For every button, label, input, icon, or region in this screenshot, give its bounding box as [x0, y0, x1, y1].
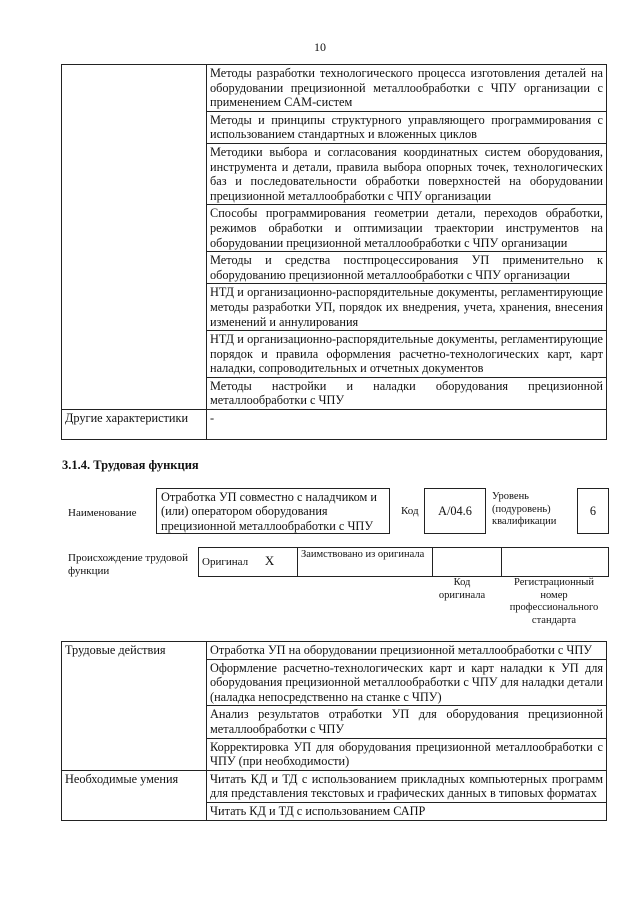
- code-label: Код: [401, 505, 419, 517]
- function-name-box: [156, 488, 390, 534]
- skills-label: Необходимые умения: [62, 770, 207, 820]
- table-row: [62, 642, 607, 660]
- level-value: 6: [589, 503, 597, 518]
- table-row: [62, 65, 607, 112]
- other-characteristics-label: Другие характеристики: [62, 410, 207, 440]
- knowledge-item: НТД и организационно-распорядительные документы, регламентирующие методы разработки УП, порядок их внедрения, учета, хранения, внесения изменений и аннулирования: [207, 284, 607, 331]
- page-number: 10: [314, 40, 326, 54]
- original-mark: X: [264, 553, 275, 569]
- table-row: [62, 770, 607, 802]
- empty-cell: [62, 65, 207, 410]
- original-label: Оригинал: [202, 556, 249, 569]
- section-title: 3.1.4. Трудовая функция: [62, 458, 199, 472]
- original-cell: [199, 548, 298, 577]
- borrowed-label: Заимствовано из оригинала: [301, 549, 425, 560]
- table-row: [62, 410, 607, 440]
- action-item: Анализ результатов отработки УП для оборудования прецизионной металлообработки с ЧПУ: [207, 706, 607, 738]
- origin-label: Происхождение трудовой функции: [68, 552, 189, 577]
- actions-table: [61, 641, 607, 821]
- reg-number-cell: [502, 548, 609, 577]
- reg-number-caption: Регистрационный номер профессионального стандарта: [509, 577, 599, 626]
- skill-item: Читать КД и ТД с использованием прикладных компьютерных программ для представления текстовых и графических данных в типовых форматах: [207, 770, 607, 802]
- knowledge-item: НТД и организационно-распорядительные документы, регламентирующие порядок и правила оформления расчетно-технологических карт, карт наладки, сопроводительных и отчетных документов: [207, 331, 607, 378]
- knowledge-item: Методы разработки технологического процесса изготовления деталей на оборудовании прецизионной металлообработки с ЧПУ организации с применением CAM-систем: [207, 65, 607, 112]
- action-item: Отработка УП на оборудовании прецизионной металлообработки с ЧПУ: [207, 642, 607, 660]
- knowledge-table: [61, 64, 607, 440]
- actions-label: Трудовые действия: [62, 642, 207, 771]
- level-box: [577, 488, 609, 534]
- code-value: A/04.6: [438, 503, 472, 518]
- level-label: Уровень (подуровень) квалификации: [492, 491, 557, 527]
- action-item: Корректировка УП для оборудования прецизионной металлообработки с ЧПУ (при необходимости): [207, 738, 607, 770]
- code-original-cell: [433, 548, 502, 577]
- other-characteristics-value: -: [207, 410, 607, 440]
- knowledge-item: Методы и принципы структурного управляющего программирования с использованием стандартных и вложенных циклов: [207, 111, 607, 143]
- borrowed-cell: [298, 548, 433, 577]
- knowledge-item: Методики выбора и согласования координатных систем оборудования, инструмента и детали, правила выбора опорных точек, технологических баз и последовательности обработки поверхностей на оборудовании прецизионной металлообработки с ЧПУ организации: [207, 143, 607, 204]
- knowledge-item: Методы настройки и наладки оборудования прецизионной металлообработки с ЧПУ: [207, 377, 607, 409]
- skill-item: Читать КД и ТД с использованием САПР: [207, 802, 607, 820]
- knowledge-item: Способы программирования геометрии детали, переходов обработки, режимов обработки и оптимизации траектории инструментов на оборудовании прецизионной металлообработки с ЧПУ организации: [207, 205, 607, 252]
- code-original-caption: Код оригинала: [438, 577, 486, 601]
- name-label: Наименование: [68, 507, 137, 519]
- knowledge-item: Методы и средства постпроцессирования УП применительно к оборудованию прецизионной металлообработки с ЧПУ организации: [207, 252, 607, 284]
- origin-table: [198, 547, 609, 577]
- action-item: Оформление расчетно-технологических карт и карт наладки к УП для оборудования прецизионной металлообработки с ЧПУ для наладки детали (наладка непосредственно на станке с ЧПУ): [207, 659, 607, 706]
- function-name-value: Отработка УП совместно с наладчиком и (или) оператором оборудования прецизионной металлообработки с ЧПУ: [161, 490, 377, 533]
- code-box: [424, 488, 486, 534]
